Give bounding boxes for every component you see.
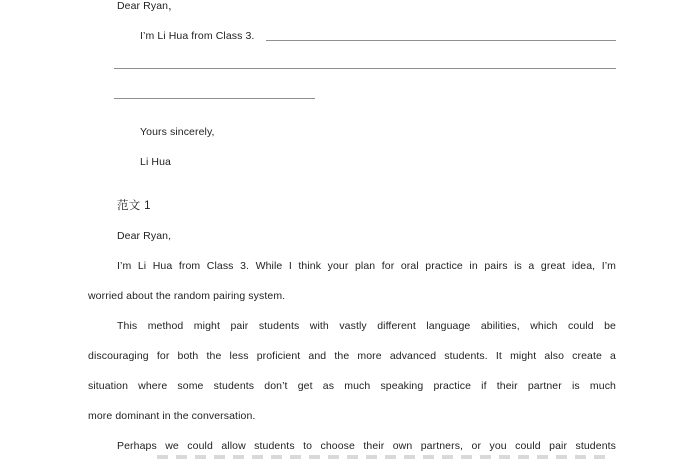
model-essay [88,191,616,461]
essay-paragraph-2-line-1: This method might pair students with vastly different language abilities, which could be [117,320,616,332]
template-opening-row [88,21,616,51]
essay-salutation: Dear Ryan, [117,230,172,242]
template-opening-text: I’m Li Hua from Class 3. [140,30,255,42]
blank-row-2 [88,51,616,81]
model-essay-heading: 范文 1 [117,200,151,212]
blank-underline-1 [266,21,616,41]
essay-paragraph-1-line-1: I’m Li Hua from Class 3. While I think your plan for oral practice in pairs is a great idea, I’m [117,260,616,272]
essay-paragraph-2-line-2: discouraging for both the less proficient and the more advanced students. It might also create a [88,350,616,362]
essay-paragraph-3-line-1: Perhaps we could allow students to choose their own partners, or you could pair students [117,440,616,452]
template-salutation: Dear Ryan， [117,0,179,12]
essay-paragraph-2-line-4: more dominant in the conversation. [88,410,256,422]
blank-underline-3 [114,81,315,99]
essay-paragraph-2-line-3: situation where some students don’t get as much speaking practice if their partner is much [88,380,616,392]
letter-template [88,0,616,177]
essay-paragraph-1-line-2: worried about the random pairing system. [88,290,286,302]
blank-row-3 [88,81,616,111]
blank-underline-2 [114,51,616,69]
template-signature: Li Hua [140,156,171,168]
cutoff-next-text-line [157,455,607,459]
template-closing: Yours sincerely, [140,126,215,138]
